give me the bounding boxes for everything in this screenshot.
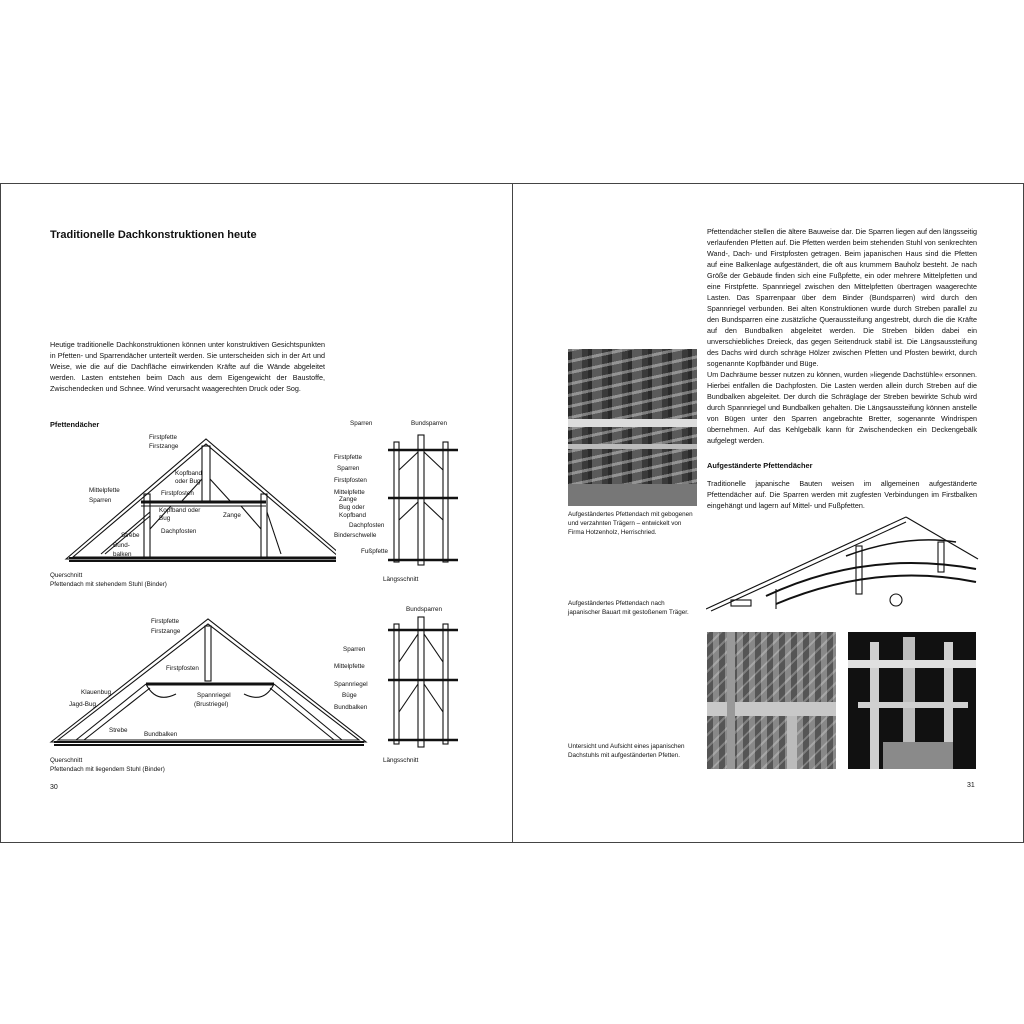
section-heading-aufgestaendert: Aufgeständerte Pfettendächer (707, 461, 813, 470)
intro-paragraph: Heutige traditionelle Dachkonstruktionen können unter konstruktiven Gesichtspunkten in Pfetten- und Sparrendächer unterteilt werden. Sie unterscheiden sich in der Art und Weise, wie die auf die Dachfläche einwirkenden Kräfte auf die Wände abgeleitet werden. Lasten entstehen beim Dach aus dem Eigengewicht der Baustoffe, Zwischendecken und Schnee. Wind verursacht waagerechten Druck oder Sog. (50, 340, 325, 393)
label-dachpfosten: Dachpfosten (161, 528, 197, 535)
label2-strebe: Strebe (109, 727, 128, 734)
label-side-mittelpfette: Mittelpfette (334, 489, 365, 496)
label2-brustriegel: (Brustriegel) (194, 701, 229, 708)
label2-side-bundbalken: Bundbalken (334, 704, 368, 711)
label-side-sparren-2: Sparren (337, 465, 360, 472)
caption-drawing: Aufgeständertes Pfettendach nach japanischer Bauart mit gestoßenem Träger. (568, 600, 689, 616)
label-side-binderschwelle: Binderschwelle (334, 532, 377, 539)
label-side-sparren: Sparren (350, 420, 373, 427)
label2-firstpfosten: Firstpfosten (166, 665, 199, 672)
caption-laengsschnitt-2: Längsschnitt (383, 757, 419, 764)
label2-side-bundsparren: Bundsparren (406, 606, 443, 613)
label-firstpfette: Firstpfette (149, 434, 177, 441)
label2-side-buege: Büge (342, 692, 357, 699)
japanese-roof-drawing (706, 514, 981, 619)
caption-laengsschnitt-1: Längsschnitt (383, 576, 419, 583)
caption-querschnitt-1: Querschnitt (50, 572, 83, 579)
longitudinal-section-diagram-1 (386, 430, 461, 570)
section-heading-pfettendaecher: Pfettendächer (50, 420, 100, 429)
label-side-bug: Bug oder Kopfband (339, 504, 366, 519)
label2-jagd-bug: Jagd-Bug (69, 701, 96, 708)
label-sparren: Sparren (89, 497, 112, 504)
paragraph-3: Traditionelle japanische Bauten weisen im allgemeinen aufgeständerte Pfettendächer auf. Die Sparren werden mit zugfesten Verbindungen im Firstbalken eingehängt und lagern auf Mittel- und Fußpfetten. (707, 479, 977, 510)
longitudinal-section-diagram-2 (386, 612, 461, 752)
label-side-firstpfosten: Firstpfosten (334, 477, 367, 484)
label-side-zange: Zange (339, 496, 357, 503)
photo-top-view (848, 632, 976, 769)
label2-klauenbug: Klauenbug (81, 689, 112, 696)
photo-roof-interior (568, 349, 697, 506)
label2-firstzange: Firstzange (151, 628, 181, 635)
paragraph-1: Pfettendächer stellen die ältere Bauweise dar. Die Sparren liegen auf den längsseitig verlaufenden Pfetten auf. Die Pfetten werden beim stehenden Stuhl von senkrechten Wand-, Dach- und Firstpfosten getragen. Beim japanischen Haus sind die Pfetten auf eine Balkenlage aufgeständert, die oft aus krummem Bauholz besteht. Je nach Größe der Gebäude finden sich eine Fußpfette, ein oder mehrere Mittelpfetten und eine Firstpfette. Spannriegel zwischen den Mittelpfetten übertragen waagerechte Lasten. Das Sparrenpaar über dem Binder (Bundsparren) wird durch den Spannriegel verbunden. Bei alten Konstruktionen wurde durch Streben parallel zu den Bundsparren eine zusätzliche Queraussteifung angestrebt, durch die die Kräfte auf den Bundbalken abgeleitet werden. Die Streben bilden dabei ein unverschiebliches Dreieck, das gegen Seitendruck stabil ist. Die Längsaussteifung des Dachs wird durch schräge Hölzer zwischen Pfetten und Pfosten bewirkt, durch sogenannte Kopfbänder und Büge. Um Dachräume besser nutzen zu können, wurden »liegende Dachstühle« ersonnen. Hierbei entfallen die Dachpfosten. Die Lasten werden allein durch Streben auf die Bundbalken abgeleitet. Der durch die Schräglage der Streben bewirkte Schub wird durch Spannriegel und Bundbalken gehalten. Die Längsaussteifung können anstelle von Bügen unter den Sparren angebrachte Bretter, sogenannte Windrispen übernehmen. Auf das Kehlgebälk kann für Zwischendecken ein Deckengebälk aufgelegt werden. (707, 227, 977, 445)
caption-photo-1: Aufgeständertes Pfettendach mit gebogenen und verzahnten Trägern – entwickelt von Firma Hotzenholz, Herrischried. (568, 511, 693, 536)
label2-bundbalken: Bundbalken (144, 731, 178, 738)
caption-diagram-2: Pfettendach mit liegendem Stuhl (Binder) (50, 766, 165, 773)
label-kopfband-1: Kopfband oder Bug (175, 470, 202, 485)
label2-firstpfette: Firstpfette (151, 618, 179, 625)
caption-diagram-1: Pfettendach mit stehendem Stuhl (Binder) (50, 581, 167, 588)
label-side-bundsparren: Bundsparren (411, 420, 448, 427)
label2-side-spannriegel: Spannriegel (334, 681, 368, 688)
caption-querschnitt-2: Querschnitt (50, 757, 83, 764)
page-number-right: 31 (967, 782, 975, 789)
book-spread (0, 183, 1024, 843)
label-bundbalken: Bund-balken (113, 542, 132, 558)
page-gutter (512, 184, 513, 842)
cross-section-diagram-2 (46, 614, 371, 754)
label-mittelpfette: Mittelpfette (89, 487, 120, 494)
label-side-fusspfette: Fußpfette (361, 548, 388, 555)
photo-underside-view (707, 632, 836, 769)
label-firstzange: Firstzange (149, 443, 179, 450)
page-title: Traditionelle Dachkonstruktionen heute (50, 229, 257, 241)
label-firstpfosten: Firstpfosten (161, 490, 194, 497)
label2-side-mittelpfette: Mittelpfette (334, 663, 365, 670)
page-number-left: 30 (50, 784, 58, 791)
caption-photos-2: Untersicht und Aufsicht eines japanischen Dachstuhls mit aufgeständerten Pfetten. (568, 743, 685, 759)
label-side-dachpfosten: Dachpfosten (349, 522, 385, 529)
label2-spannriegel: Spannriegel (197, 692, 231, 699)
label-zange: Zange (223, 512, 241, 519)
label-kopfband-2: Kopfband oder Bug (159, 507, 201, 522)
label2-side-sparren: Sparren (343, 646, 366, 653)
label-strebe: Strebe (121, 532, 140, 539)
label-side-firstpfette: Firstpfette (334, 454, 362, 461)
